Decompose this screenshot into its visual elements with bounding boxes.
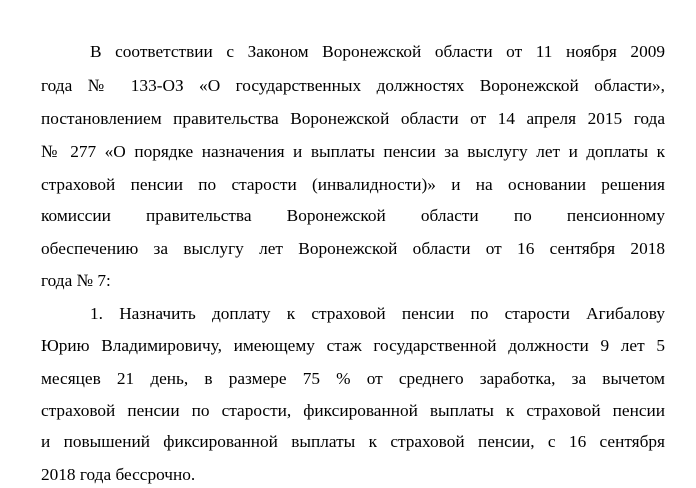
text-line: постановлением правительства Воронежской области от 14 апреля 2015 года (41, 109, 665, 128)
text-line: обеспечению за выслугу лет Воронежской области от 16 сентября 2018 (41, 239, 665, 258)
text-line: № 277 «О порядке назначения и выплаты пенсии за выслугу лет и доплаты к (41, 142, 665, 161)
text-line: 1. Назначить доплату к страховой пенсии по старости Агибалову (90, 304, 665, 323)
text-line: страховой пенсии по старости (инвалидности)» и на основании решения (41, 175, 665, 194)
text-line: года № 133-ОЗ «О государственных должностях Воронежской области», (41, 76, 665, 95)
text-line: года № 7: (41, 271, 111, 290)
text-line: страховой пенсии по старости, фиксированной выплаты к страховой пенсии (41, 401, 665, 420)
text-line: В соответствии с Законом Воронежской области от 11 ноября 2009 (90, 42, 665, 61)
text-line: 2018 года бессрочно. (41, 465, 196, 484)
text-line: месяцев 21 день, в размере 75 % от среднего заработка, за вычетом (41, 369, 665, 388)
text-line: комиссии правительства Воронежской области по пенсионному (41, 206, 665, 225)
text-line: Юрию Владимировичу, имеющему стаж государственной должности 9 лет 5 (41, 336, 665, 355)
text-line: и повышений фиксированной выплаты к страховой пенсии, с 16 сентября (41, 432, 665, 451)
